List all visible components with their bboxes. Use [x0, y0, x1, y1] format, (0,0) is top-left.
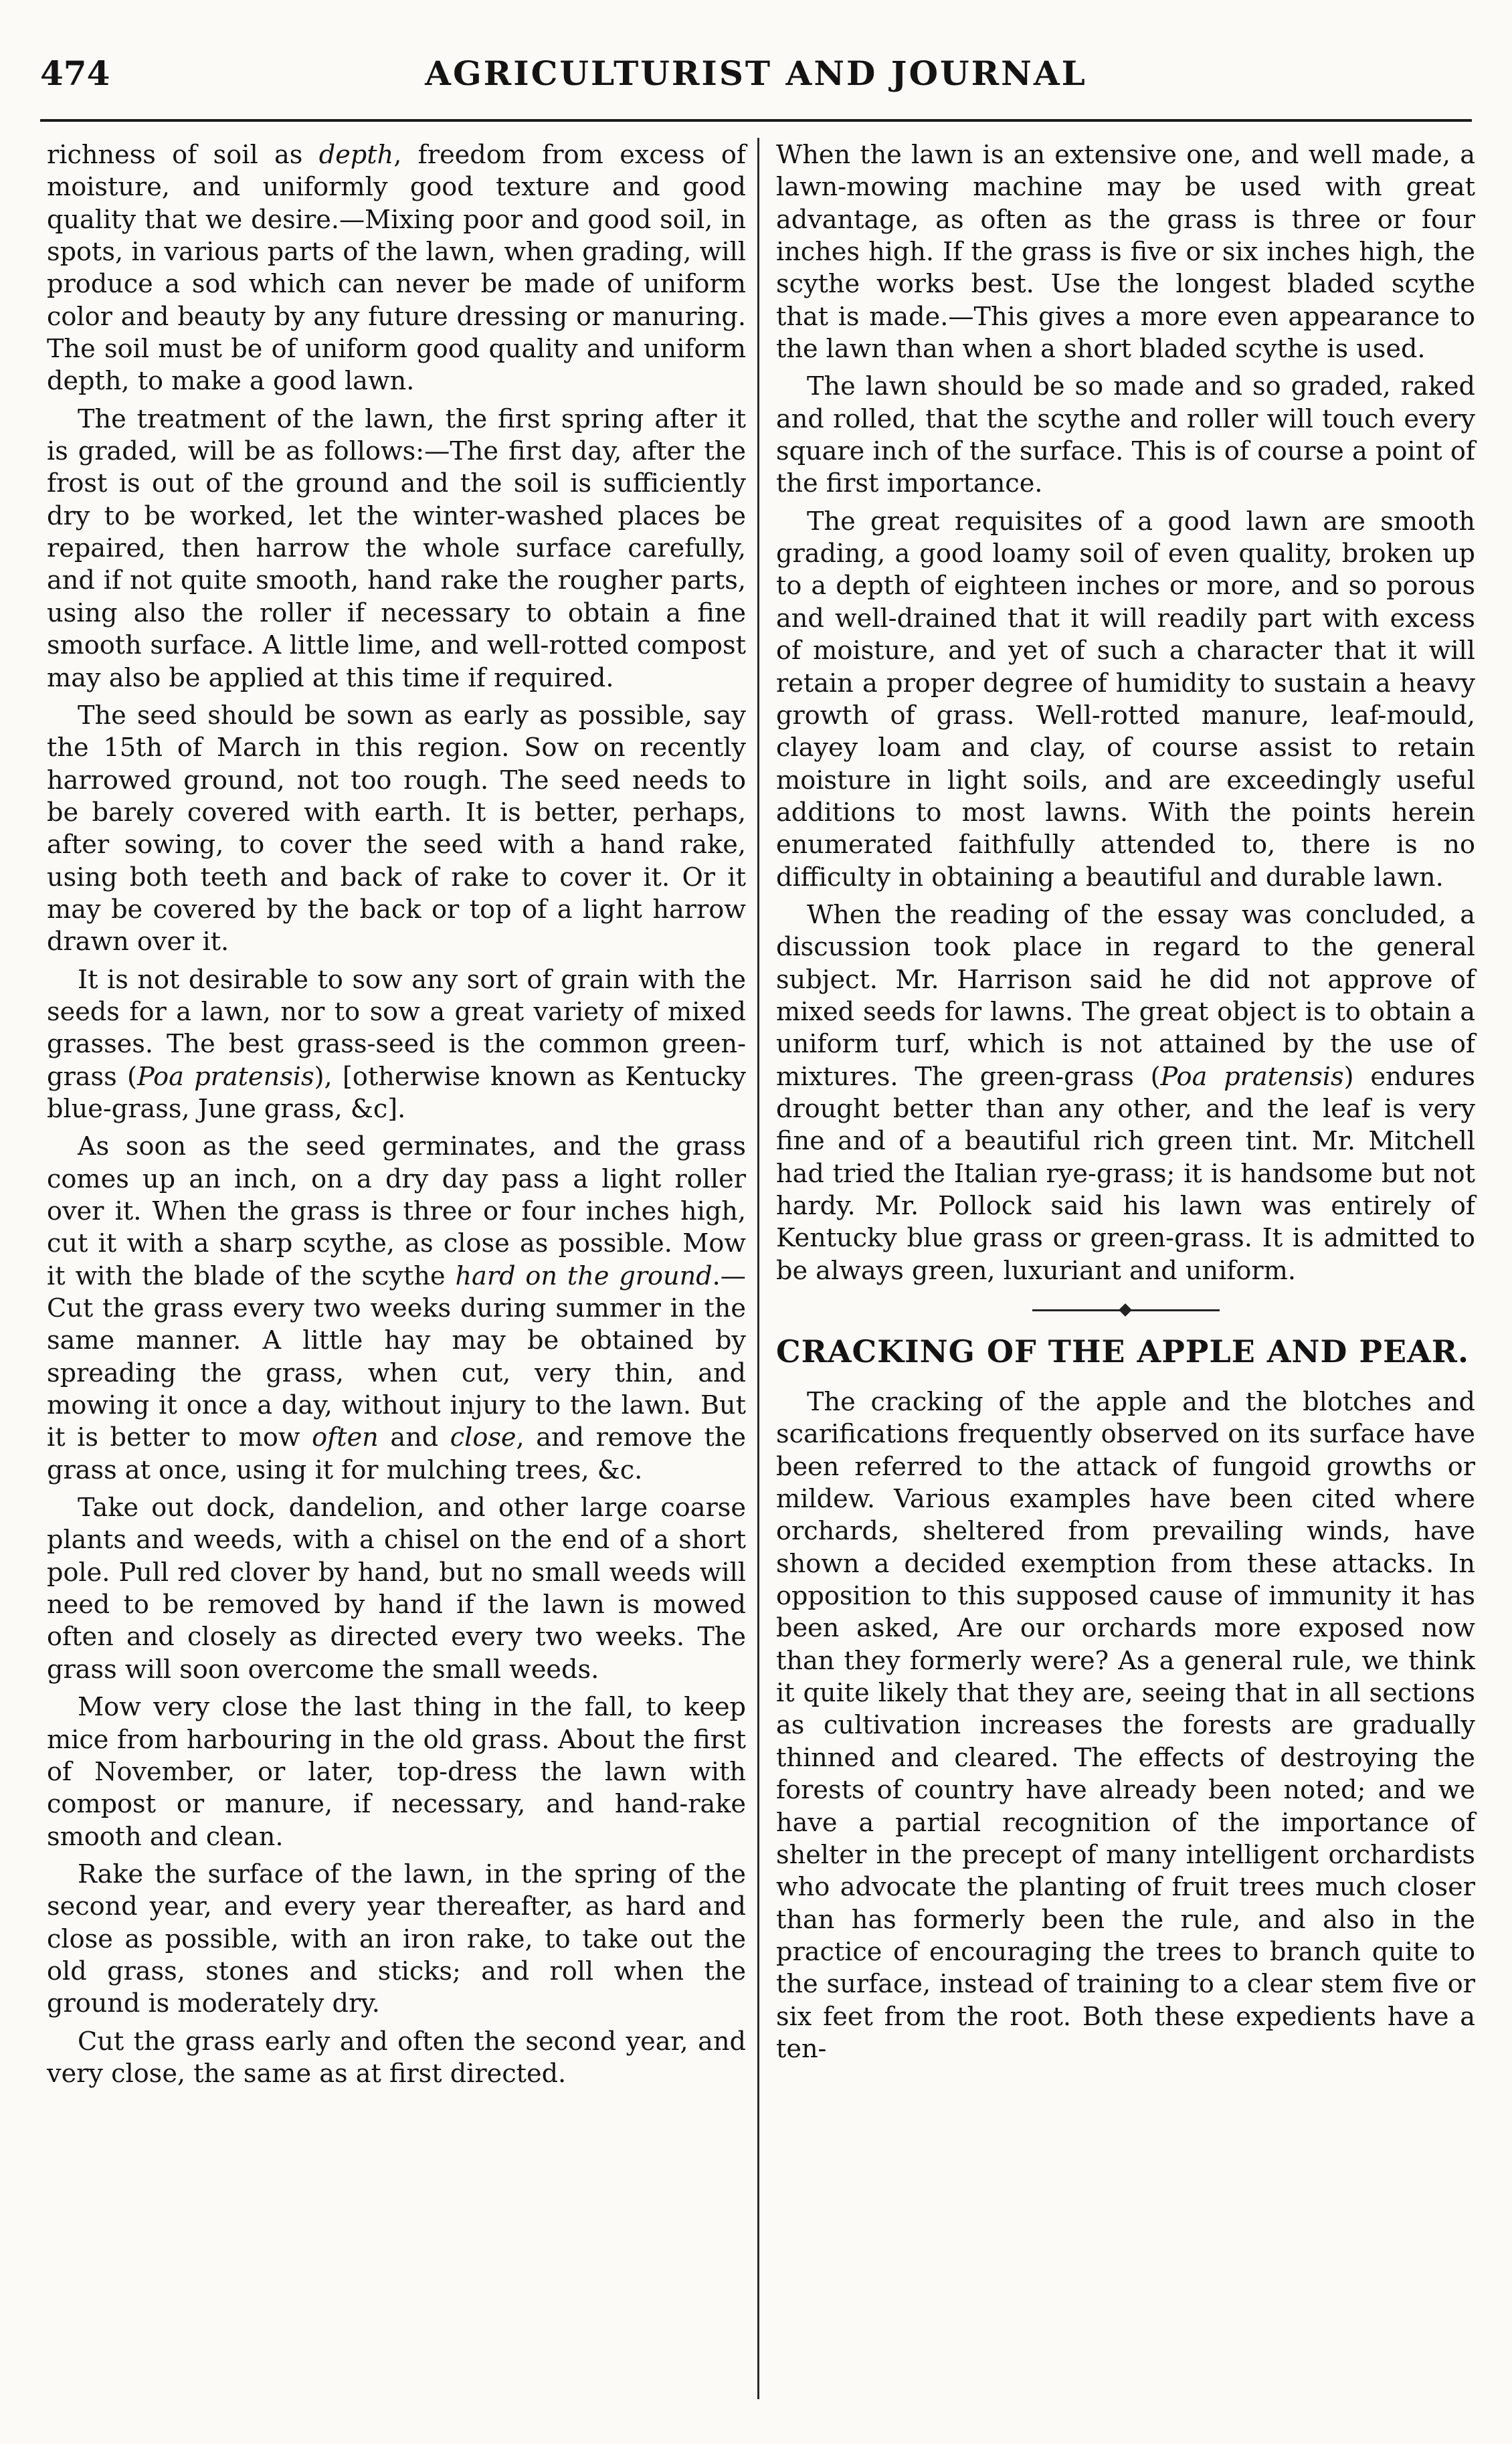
paragraph: The treatment of the lawn, the first spring after it is graded, will be as follows:—The first day, after the frost is out of the ground and the soil is sufficiently dry to be worked, let the winter-washed places be repaired, then harrow the whole surface carefully, and if not quite smooth, hand rake the rougher parts, using also the roller if necessary to obtain a fine smooth surface. A little lime, and well-rotted compost may also be applied at this time if required. [47, 404, 746, 693]
paragraph: The lawn should be so made and so graded, raked and rolled, that the scythe and roller will touch every square inch of the surface. This is of course a point of the first importance. [776, 372, 1475, 499]
journal-title: AGRICULTURIST AND JOURNAL [425, 54, 1087, 93]
column-divider [757, 138, 759, 2399]
paragraph: richness of soil as depth, freedom from excess of moisture, and uniformly good texture and good quality that we desire.—Mixing poor and good soil, in spots, in various parts of the lawn, when grading, will produce a sod which can never be made of uniform color and beauty by any future dressing or manuring. The soil must be of uniform good quality and uniform depth, to make a good lawn. [47, 140, 746, 397]
paragraph: Mow very close the last thing in the fall, to keep mice from harbouring in the old grass. About the first of November, or later, top-dress the lawn with compost or manure, if necessary, and hand-rake smooth and clean. [47, 1693, 746, 1852]
page-header [40, 54, 1472, 107]
paragraph: Rake the surface of the lawn, in the spring of the second year, and every year thereafter, as hard and close as possible, with an iron rake, to take out the old grass, stones and sticks; and roll when the ground is moderately dry. [47, 1859, 746, 2019]
paragraph: Cut the grass early and often the second year, and very close, the same as at first directed. [47, 2027, 746, 2089]
paragraph: The cracking of the apple and the blotches and scarifications frequently observed on its surface have been referred to the attack of fungoid growths or mildew. Various examples have been cited where orchards, sheltered from prevailing winds, have shown a decided exemption from these attacks. In opposition to this supposed cause of immunity it has been asked, Are our orchards more exposed now than they formerly were? As a general rule, we think it quite likely that they are, seeing that in all sections as cultivation increases the forests are gradually thinned and cleared. The effects of destroying the forests of country have already been noted; and we have a partial recognition of the importance of shelter in the precept of many intelligent orchardists who advocate the planting of fruit trees much closer than has formerly been the rule, and also in the practice of encouraging the trees to branch quite to the surface, instead of training to a clear stem five or six feet from the root. Both these expedients have a ten- [776, 1388, 1475, 2064]
paragraph: As soon as the seed germinates, and the grass comes up an inch, on a dry day pass a light roller over it. When the grass is three or four inches high, cut it with a sharp scythe, as close as possible. Mow it with the blade of the scythe hard on the ground.—Cut the grass every two weeks during summer in the same manner. A little hay may be obtained by spreading the grass, when cut, very thin, and mowing it once a day, without injury to the lawn. But it is better to mow often and close, and remove the grass at once, using it for mulching trees, &c. [47, 1132, 746, 1485]
section-separator [1032, 1303, 1220, 1317]
section-heading: CRACKING OF THE APPLE AND PEAR. [776, 1333, 1470, 1370]
header-rule [40, 119, 1472, 122]
paragraph: The seed should be sown as early as possible, say the 15th of March in this region. Sow on recently harrowed ground, not too rough. The seed needs to be barely covered with earth. It is better, perhaps, after sowing, to cover the seed with a hand rake, using both teeth and back of rake to cover it. Or it may be covered by the back or top of a light harrow drawn over it. [47, 700, 746, 957]
paragraph: When the reading of the essay was concluded, a discussion took place in regard to the general subject. Mr. Harrison said he did not approve of mixed seeds for lawns. The great object is to obtain a uniform turf, which is not attained by the use of mixtures. The green-grass (Poa pratensis) endures drought better than any other, and the leaf is very fine and of a beautiful rich green tint. Mr. Mitchell had tried the Italian rye-grass; it is handsome but not hardy. Mr. Pollock said his lawn was entirely of Kentucky blue grass or green-grass. It is admitted to be always green, luxuriant and uniform. [776, 900, 1475, 1286]
paragraph: When the lawn is an extensive one, and well made, a lawn-mowing machine may be used with great advantage, as often as the grass is three or four inches high. If the grass is five or six inches high, the scythe works best. Use the longest bladed scythe that is made.—This gives a more even appearance to the lawn than when a short bladed scythe is used. [776, 140, 1475, 365]
right-column [776, 139, 1475, 2065]
paragraph: Take out dock, dandelion, and other large coarse plants and weeds, with a chisel on the end of a short pole. Pull red clover by hand, but no small weeds will need to be removed by hand if the lawn is mowed often and closely as directed every two weeks. The grass will soon overcome the small weeds. [47, 1493, 746, 1685]
left-column [47, 139, 746, 2090]
paragraph: It is not desirable to sow any sort of grain with the seeds for a lawn, nor to sow a great variety of mixed grasses. The best grass-seed is the common green-grass (Poa pratensis), [otherwise known as Kentucky blue-grass, June grass, &c]. [47, 965, 747, 1124]
paragraph: The great requisites of a good lawn are smooth grading, a good loamy soil of even quality, broken up to a depth of eighteen inches or more, and so porous and well-drained that it will readily part with excess of moisture, and yet of such a character that it will retain a proper degree of humidity to sustain a heavy growth of grass. Well-rotted manure, leaf-mould, clayey loam and clay, of course assist to retain moisture in light soils, and are exceedingly useful additions to most lawns. With the points herein enumerated faithfully attended to, there is no difficulty in obtaining a beautiful and durable lawn. [776, 506, 1475, 892]
page-number: 474 [40, 54, 110, 93]
